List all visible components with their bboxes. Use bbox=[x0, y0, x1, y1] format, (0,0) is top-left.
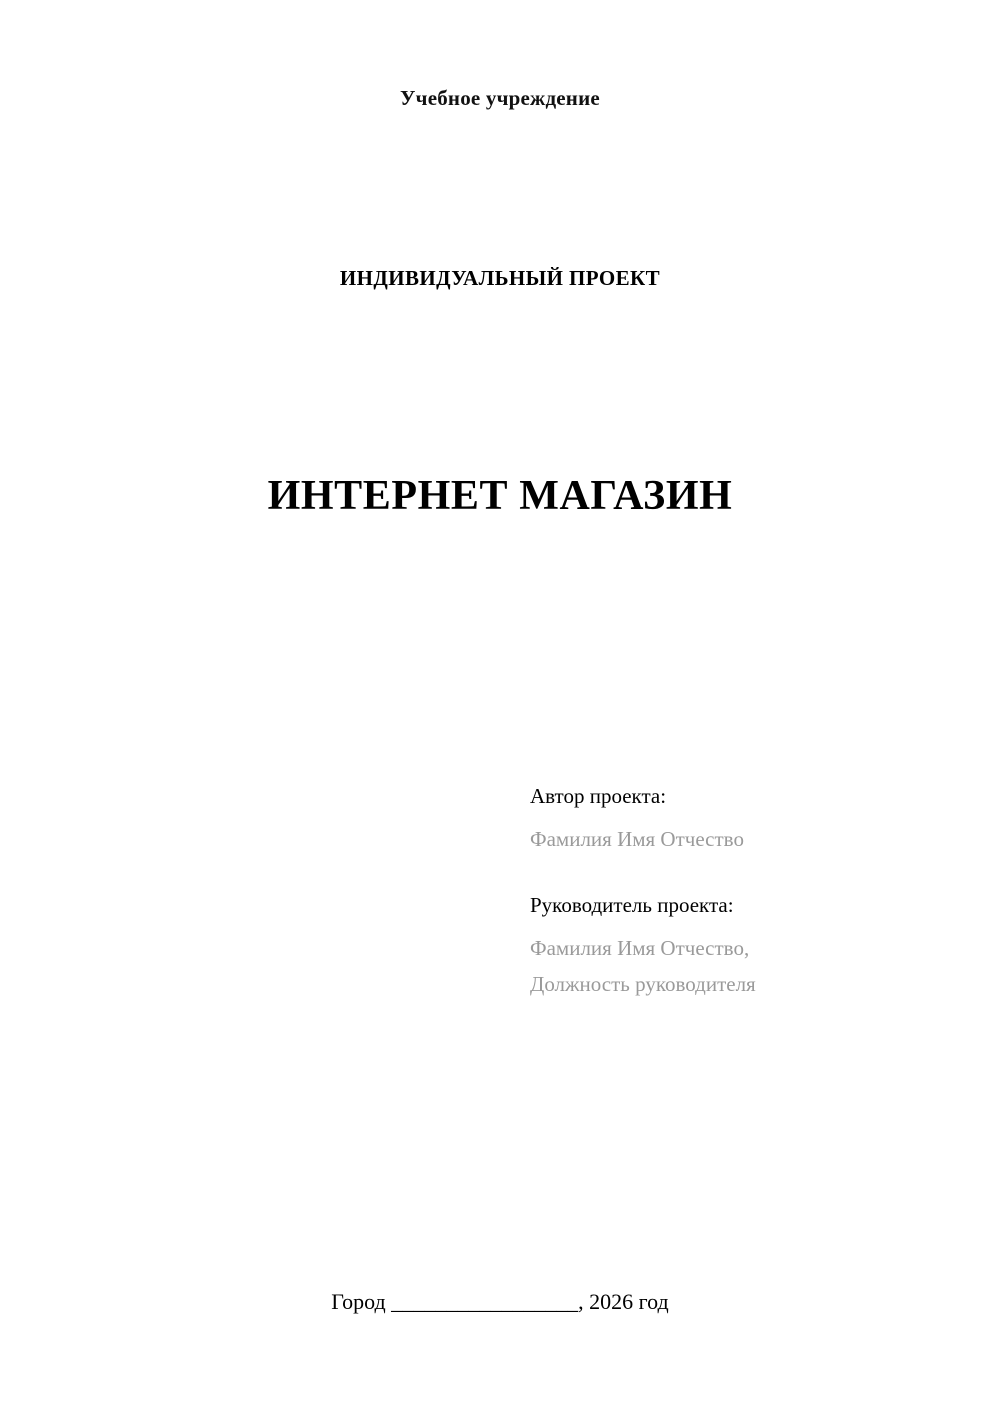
supervisor-name-value bbox=[530, 930, 910, 1002]
supervisor-name-line: Фамилия Имя Отчество, bbox=[530, 936, 750, 961]
supervisor-block bbox=[530, 895, 910, 1002]
credits-block bbox=[530, 786, 910, 1002]
city-year-footer: Город _________________, 2026 год bbox=[331, 1289, 669, 1314]
supervisor-role-label: Руководитель проекта: bbox=[530, 893, 734, 918]
author-name-value bbox=[530, 821, 910, 857]
author-block bbox=[530, 786, 910, 857]
institution-name: Учебное учреждение bbox=[400, 86, 600, 110]
page-title: ИНТЕРНЕТ МАГАЗИН bbox=[267, 473, 733, 520]
document-kind: ИНДИВИДУАЛЬНЫЙ ПРОЕКТ bbox=[339, 266, 661, 290]
supervisor-position-line: Должность руководителя bbox=[530, 972, 756, 997]
author-role-label: Автор проекта: bbox=[530, 784, 667, 808]
author-name-line: Фамилия Имя Отчество bbox=[530, 827, 744, 851]
